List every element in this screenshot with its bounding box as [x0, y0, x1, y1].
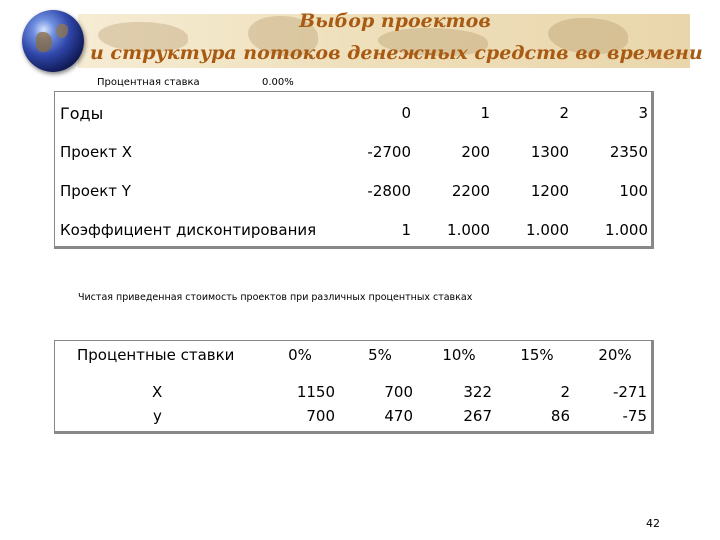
page-title-line2: и структура потоков денежных средств во времени [90, 42, 703, 64]
table-cell: 86 [550, 407, 570, 425]
table-cell: 2200 [451, 182, 490, 200]
table-cell: 1.000 [447, 221, 490, 239]
years-header: Годы [60, 104, 104, 123]
rate-cell: 5% [368, 346, 392, 364]
interest-rate-value: 0.00% [262, 77, 294, 88]
table-cell: 700 [306, 407, 335, 425]
table-cell: 1.000 [526, 221, 569, 239]
table-cell: 470 [384, 407, 413, 425]
table-cell: 1300 [530, 143, 569, 161]
row-label: Проект Y [60, 182, 131, 200]
rates-header: Процентные ставки [77, 346, 235, 364]
table-cell: 700 [384, 383, 413, 401]
year-cell: 2 [559, 104, 569, 122]
npv-table [54, 340, 654, 434]
table-cell: 1.000 [605, 221, 648, 239]
row-label: y [153, 407, 162, 425]
npv-caption: Чистая приведенная стоимость проектов при различных процентных ставках [78, 292, 473, 303]
rate-cell: 15% [520, 346, 554, 364]
rate-cell: 20% [598, 346, 632, 364]
table-cell: 1 [401, 221, 411, 239]
year-cell: 0 [401, 104, 411, 122]
row-label: X [152, 383, 163, 401]
table-cell: 1150 [296, 383, 335, 401]
table-cell: -271 [612, 383, 647, 401]
table-cell: 267 [463, 407, 492, 425]
rate-cell: 0% [288, 346, 312, 364]
page-title-line1: Выбор проектов [299, 10, 491, 32]
year-cell: 3 [638, 104, 648, 122]
table-cell: 2 [560, 383, 570, 401]
globe-logo [22, 10, 84, 72]
table-cell: -2700 [367, 143, 411, 161]
table-cell: -75 [622, 407, 647, 425]
rate-cell: 10% [442, 346, 476, 364]
cashflow-table [54, 91, 654, 249]
table-cell: 1200 [530, 182, 569, 200]
table-cell: 2350 [609, 143, 648, 161]
table-cell: -2800 [367, 182, 411, 200]
table-cell: 322 [463, 383, 492, 401]
table-cell: 200 [461, 143, 490, 161]
table-cell: 100 [619, 182, 648, 200]
interest-rate-label: Процентная ставка [97, 77, 200, 88]
page-number: 42 [646, 517, 660, 530]
year-cell: 1 [480, 104, 490, 122]
row-label: Проект X [60, 143, 133, 161]
row-label: Коэффициент дисконтирования [60, 221, 317, 239]
